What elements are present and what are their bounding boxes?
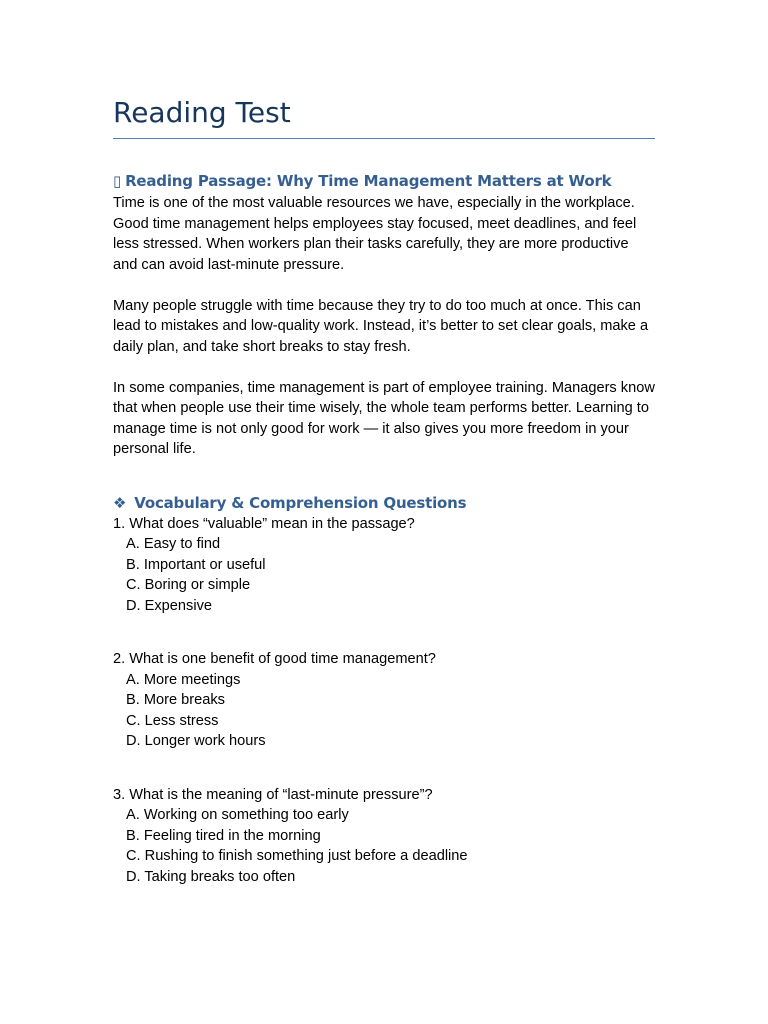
answer-option: C. Rushing to finish something just before a deadline bbox=[126, 848, 468, 864]
question-text: 3. What is the meaning of “last-minute pressure”? bbox=[113, 786, 433, 803]
answer-option: B. Feeling tired in the morning bbox=[126, 827, 321, 844]
question-text: 2. What is one benefit of good time management? bbox=[113, 651, 436, 667]
question-text: 1. What does “valuable” mean in the passage? bbox=[113, 515, 415, 532]
answer-option: D. Taking breaks too often bbox=[126, 868, 296, 885]
diamond-bullet-icon: ❖ bbox=[113, 493, 127, 512]
answer-option: A. More meetings bbox=[126, 671, 241, 688]
question-2 bbox=[113, 649, 655, 752]
answer-option: D. Longer work hours bbox=[126, 733, 266, 749]
answer-option: C. Boring or simple bbox=[126, 577, 251, 593]
reading-passage bbox=[113, 193, 655, 460]
answer-option: C. Less stress bbox=[126, 712, 219, 729]
passage-paragraph: Many people struggle with time because they try to do too much at once. This can lead to mistakes and low-quality work. Instead, it’s better to set clear goals, make a daily plan, and take short breaks to stay fresh. bbox=[113, 297, 649, 355]
passage-heading-text: Reading Passage: Why Time Management Matters at Work bbox=[125, 172, 612, 190]
question-1 bbox=[113, 514, 655, 617]
document-page bbox=[113, 92, 655, 887]
passage-heading bbox=[113, 171, 655, 191]
questions-heading bbox=[113, 493, 655, 513]
answer-option: B. More breaks bbox=[126, 692, 225, 708]
answer-option: A. Working on something too early bbox=[126, 807, 349, 823]
book-icon: ▯ bbox=[113, 172, 122, 190]
passage-paragraph: Time is one of the most valuable resources we have, especially in the workplace. Good time management helps employees stay focused, meet deadlines, and feel less stressed. When workers plan their tasks carefully, they are more productive and can avoid last-minute pressure. bbox=[113, 195, 637, 273]
document-title: Reading Test bbox=[113, 92, 655, 139]
answer-option: D. Expensive bbox=[126, 597, 212, 614]
question-3 bbox=[113, 785, 655, 888]
passage-paragraph: In some companies, time management is part of employee training. Managers know that when people use their time wisely, the whole team performs better. Learning to manage time is not only good for work — it also gives you more freedom in your personal life. bbox=[113, 379, 655, 457]
questions-heading-text: Vocabulary & Comprehension Questions bbox=[134, 493, 467, 512]
answer-option: A. Easy to find bbox=[126, 536, 221, 552]
answer-option: B. Important or useful bbox=[126, 556, 266, 573]
